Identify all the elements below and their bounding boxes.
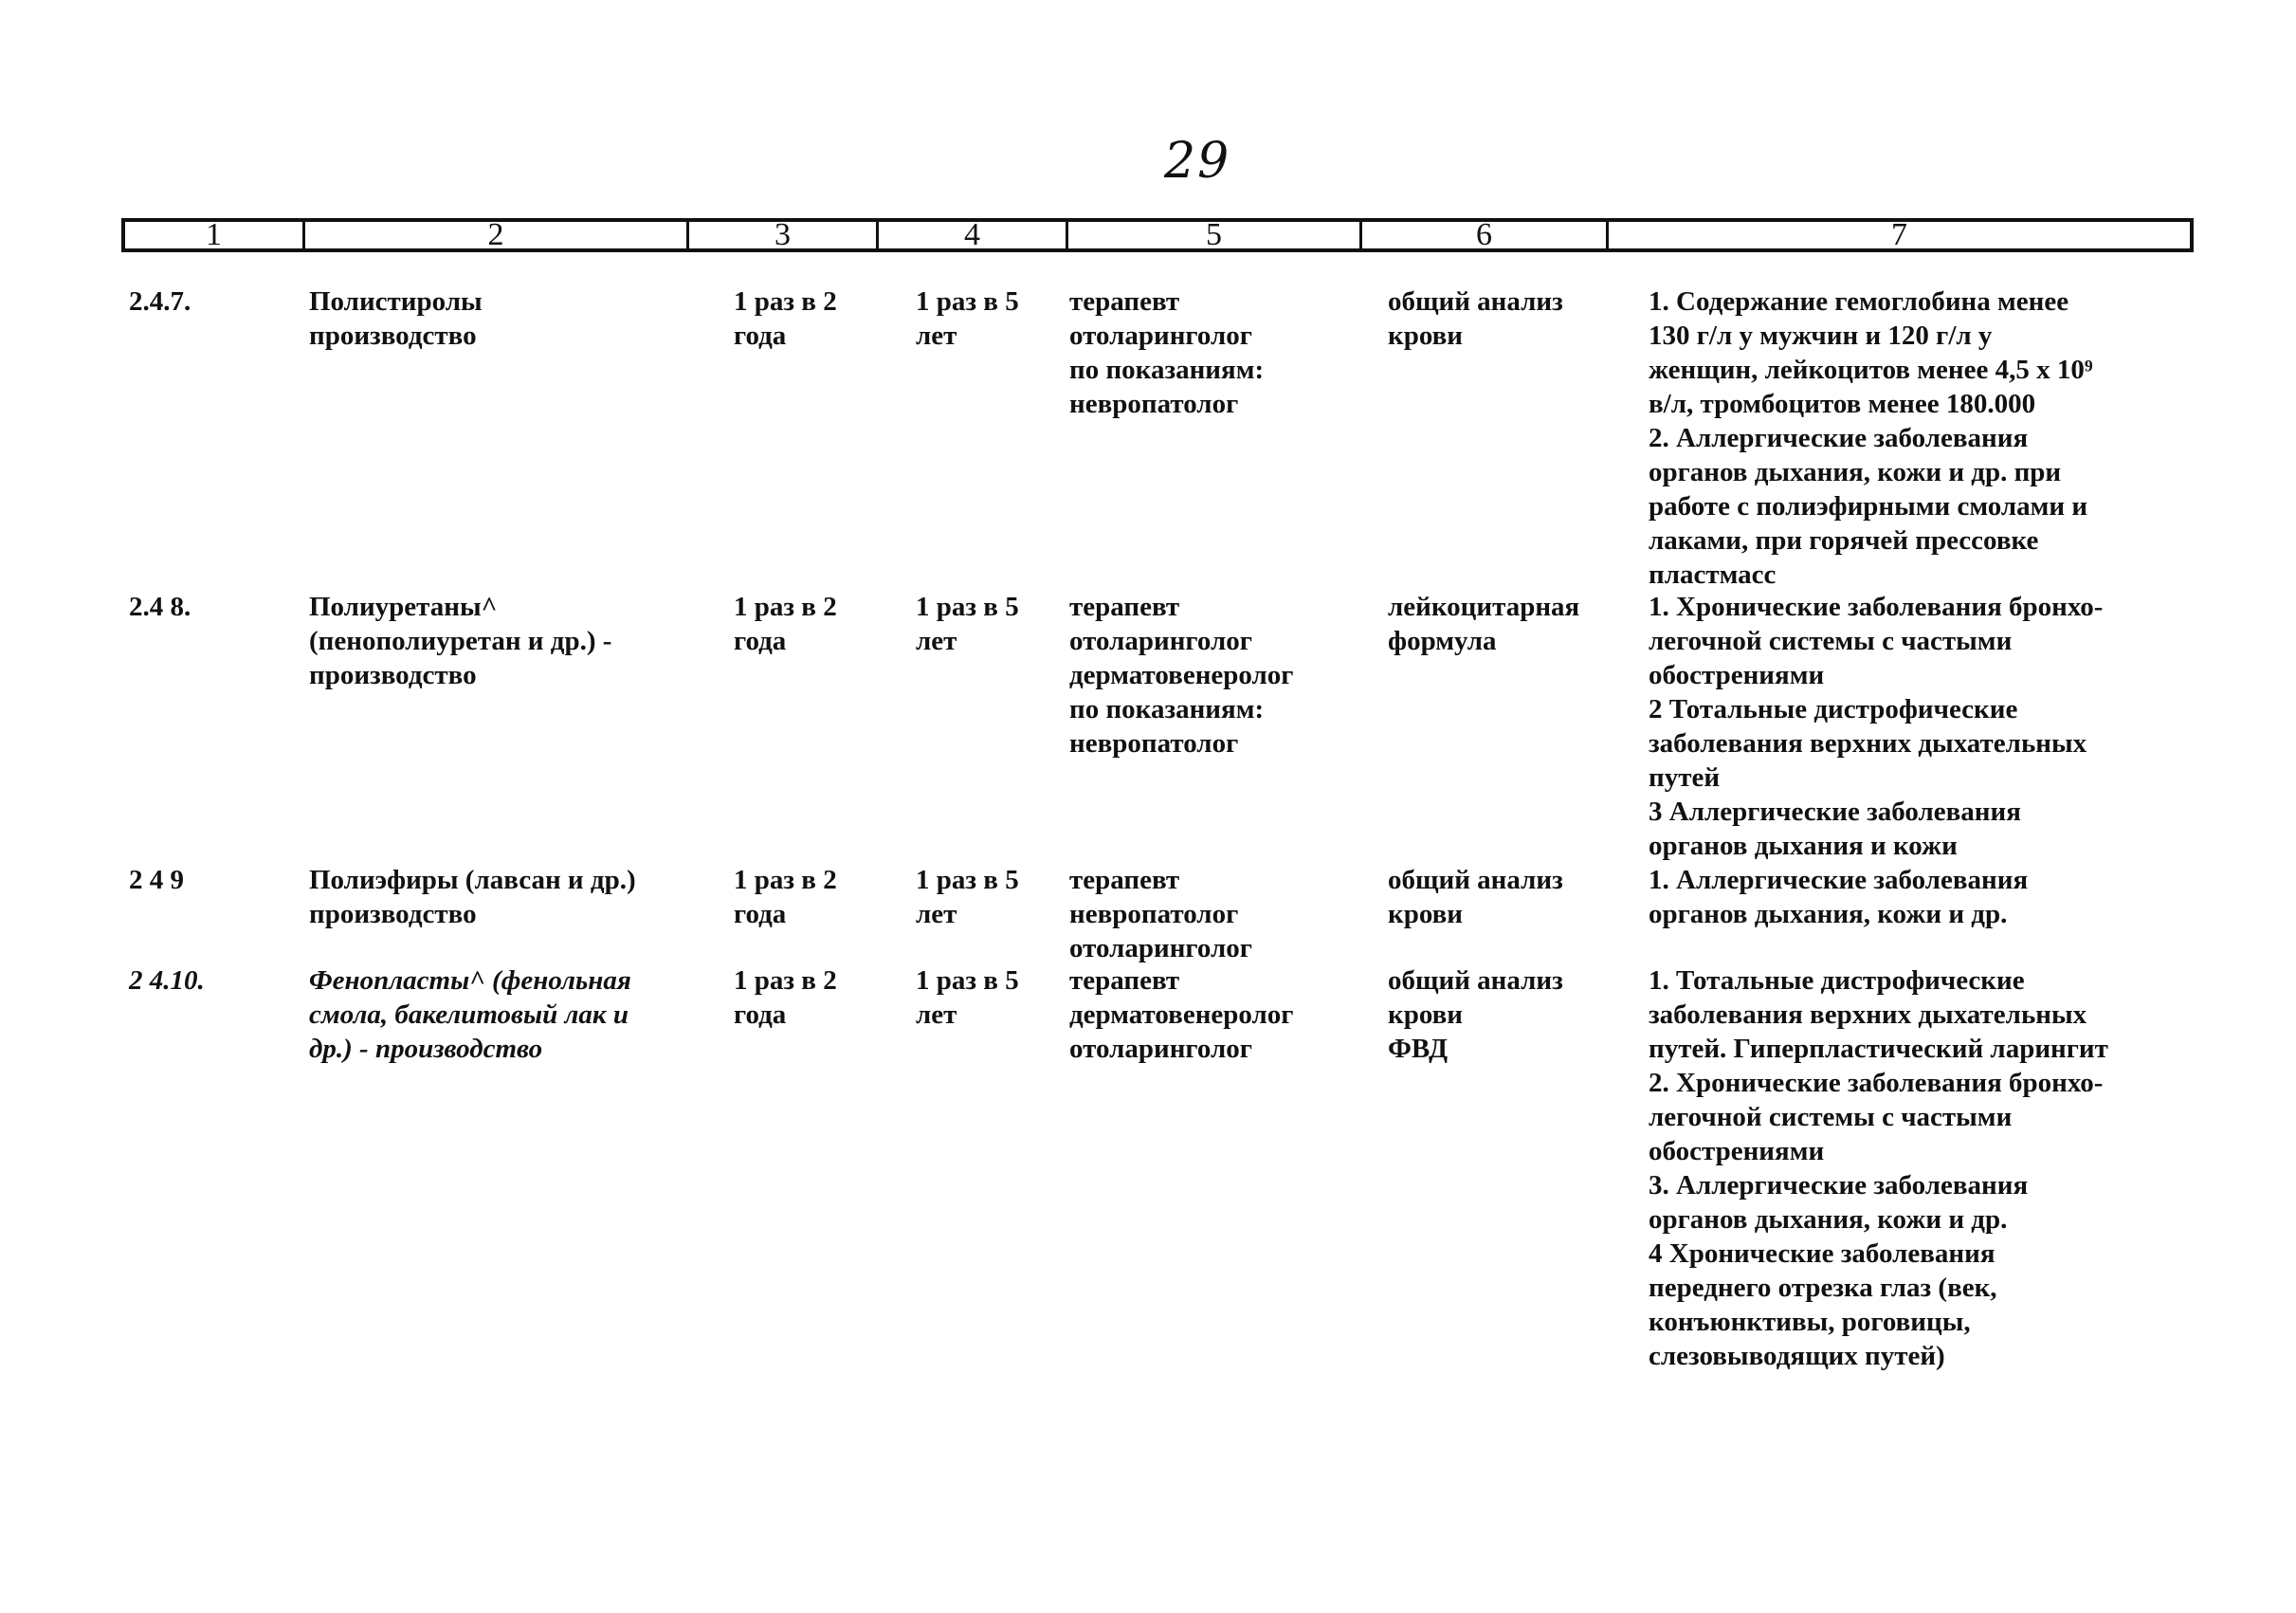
row-code: 2.4.7. [129,286,191,317]
header-col-7: 7 [1891,217,1907,252]
row-contraindications: 1. Содержание гемоглобина менее 130 г/л у мужчин и 120 г/л у женщин, лейкоцитов менее 4,5 х 10⁹ в/л, тромбоцитов менее 180.000 2. Аллергические заболевания органов дыхания, кожи и др. при работе с полиэфирными смолами и лаками, при горячей прессовке пластмасс [1649,286,2093,590]
row-code: 2.4 8. [129,592,191,622]
row-substance: Фенопласты^ (фенольная смола, бакелитовый лак и др.) - производство [309,965,631,1064]
row-tests: общий анализ крови [1388,286,1563,351]
row-tests: общий анализ крови ФВД [1388,965,1563,1064]
row-frequency-b: 1 раз в 5 лет [916,286,1019,351]
header-col-3: 3 [689,222,879,248]
table-header [121,218,2194,252]
header-col-6: 6 [1362,222,1609,248]
row-code: 2 4 9 [129,865,184,895]
row-specialists: терапевт дерматовенеролог отоларинголог [1069,965,1294,1064]
row-frequency-a: 1 раз в 2 года [734,965,837,1030]
row-tests: общий анализ крови [1388,865,1563,929]
table-row [129,863,2198,965]
row-frequency-b: 1 раз в 5 лет [916,965,1019,1030]
row-contraindications: 1. Тотальные дистрофические заболевания верхних дыхательных путей. Гиперпластический ларингит 2. Хронические заболевания бронхо- легочной системы с частыми обострениями 3. Аллергические заболевания органов дыхания, кожи и др. 4 Хронические заболевания переднего отрезка глаз (век, конъюнктивы, роговицы, слезовыводящих путей) [1649,965,2108,1371]
table-row [129,284,2198,592]
row-specialists: терапевт отоларинголог дерматовенеролог по показаниям: невропатолог [1069,592,1294,759]
row-contraindications: 1. Аллергические заболевания органов дыхания, кожи и др. [1649,865,2029,929]
table-row [129,963,2198,1373]
header-col-1: 1 [125,222,305,248]
row-frequency-a: 1 раз в 2 года [734,286,837,351]
page-number: 29 [1164,133,1231,190]
header-col-4: 4 [879,222,1068,248]
header-col-2: 2 [305,222,689,248]
row-specialists: терапевт отоларинголог по показаниям: невропатолог [1069,286,1265,419]
row-code: 2 4.10. [129,965,205,996]
row-frequency-a: 1 раз в 2 года [734,865,837,929]
header-col-5: 5 [1068,222,1362,248]
row-frequency-b: 1 раз в 5 лет [916,592,1019,656]
row-substance: Полиэфиры (лавсан и др.) производство [309,865,636,929]
table-row [129,590,2198,863]
row-frequency-a: 1 раз в 2 года [734,592,837,656]
row-substance: Полистиролы производство [309,286,483,351]
row-specialists: терапевт невропатолог отоларинголог [1069,865,1252,963]
row-substance: Полиуретаны^ (пенополиуретан и др.) - производство [309,592,612,690]
row-frequency-b: 1 раз в 5 лет [916,865,1019,929]
row-tests: лейкоцитарная формула [1388,592,1580,656]
row-contraindications: 1. Хронические заболевания бронхо- легочной системы с частыми обострениями 2 Тотальные дистрофические заболевания верхних дыхательных путей 3 Аллергические заболевания органов дыхания и кожи [1649,592,2104,861]
